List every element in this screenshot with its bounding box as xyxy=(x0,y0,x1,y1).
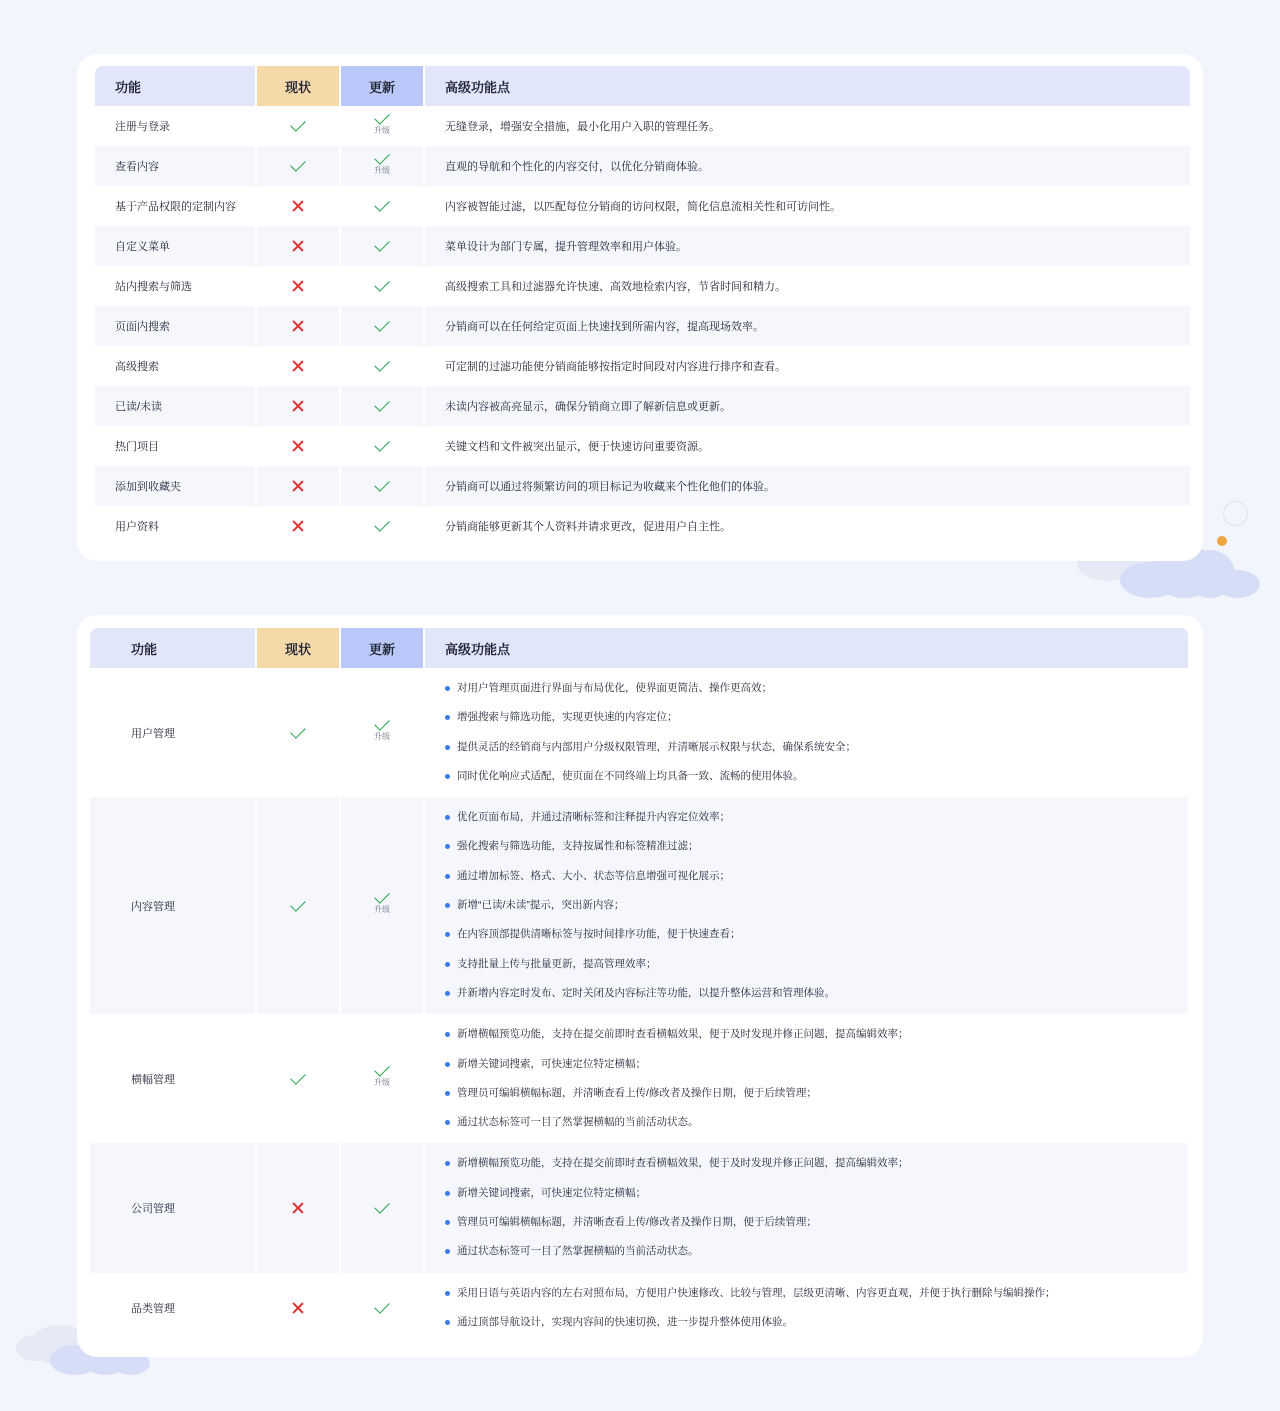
list-item: 管理员可编辑横幅标题，并清晰查看上传/修改者及操作日期，便于后续管理； xyxy=(445,1079,1188,1108)
update-status-cell xyxy=(341,346,423,386)
table-row xyxy=(95,186,1190,226)
upgrade-label: 升级 xyxy=(374,125,390,135)
bullet-list xyxy=(445,1149,1188,1266)
update-status-cell xyxy=(341,226,423,266)
current-status-cell xyxy=(257,1273,339,1344)
feature-description xyxy=(425,1273,1188,1344)
current-status-cell xyxy=(257,186,339,226)
feature-name: 用户资料 xyxy=(115,521,159,533)
list-item: 并新增内容定时发布、定时关闭及内容标注等功能，以提升整体运营和管理体验。 xyxy=(445,979,1188,1008)
list-item: 增强搜索与筛选功能，实现更快速的内容定位； xyxy=(445,703,1188,732)
feature-description: 关键文档和文件被突出显示，便于快速访问重要资源。 xyxy=(445,441,709,453)
current-status-cell xyxy=(257,226,339,266)
current-status-cell xyxy=(257,386,339,426)
cross-icon xyxy=(292,360,304,372)
feature-description: 未读内容被高亮显示，确保分销商立即了解新信息或更新。 xyxy=(445,401,731,413)
check-icon xyxy=(374,715,390,731)
table-row xyxy=(95,226,1190,266)
table-row xyxy=(90,797,1188,1014)
update-status-cell xyxy=(341,306,423,346)
list-item: 通过增加标签、格式、大小、状态等信息增强可视化展示； xyxy=(445,862,1188,891)
current-status-cell xyxy=(257,1143,339,1272)
table-header xyxy=(90,628,1188,668)
update-status-cell xyxy=(341,106,423,146)
header-advanced: 高级功能点 xyxy=(425,66,1190,106)
feature-description: 分销商能够更新其个人资料并请求更改，促进用户自主性。 xyxy=(445,521,731,533)
current-status-cell xyxy=(257,146,339,186)
current-status-cell xyxy=(257,426,339,466)
check-icon xyxy=(374,276,390,292)
current-status-cell xyxy=(257,306,339,346)
header-advanced: 高级功能点 xyxy=(425,628,1188,668)
cross-icon xyxy=(292,280,304,292)
list-item: 新增关键词搜索，可快速定位特定横幅； xyxy=(445,1050,1188,1079)
update-status-cell xyxy=(341,426,423,466)
feature-name: 高级搜索 xyxy=(115,361,159,373)
check-icon xyxy=(290,156,306,172)
bullet-list xyxy=(445,1020,1188,1137)
list-item: 强化搜索与筛选功能，支持按属性和标签精准过滤； xyxy=(445,832,1188,861)
feature-comparison-table xyxy=(95,66,1190,546)
feature-description: 直观的导航和个性化的内容交付，以优化分销商体验。 xyxy=(445,161,709,173)
feature-name: 页面内搜索 xyxy=(115,321,170,333)
list-item: 新增横幅预览功能，支持在提交前即时查看横幅效果，便于及时发现并修正问题，提高编辑效率； xyxy=(445,1020,1188,1049)
cross-icon xyxy=(292,1302,304,1314)
update-status-cell xyxy=(341,506,423,546)
feature-description: 无缝登录，增强安全措施，最小化用户入职的管理任务。 xyxy=(445,121,720,133)
list-item: 通过顶部导航设计，实现内容间的快速切换，进一步提升整体使用体验。 xyxy=(445,1308,1188,1337)
feature-name: 基于产品权限的定制内容 xyxy=(115,201,236,213)
table-row xyxy=(90,668,1188,797)
check-icon xyxy=(374,1298,390,1314)
feature-name: 查看内容 xyxy=(115,161,159,173)
feature-name: 添加到收藏夹 xyxy=(115,481,181,493)
list-item: 通过状态标签可一目了然掌握横幅的当前活动状态。 xyxy=(445,1237,1188,1266)
feature-description: 可定制的过滤功能使分销商能够按指定时间段对内容进行排序和查看。 xyxy=(445,361,786,373)
update-status-cell xyxy=(341,266,423,306)
upgrade-label: 升级 xyxy=(374,1078,390,1088)
header-current: 现状 xyxy=(257,628,339,668)
table-header xyxy=(95,66,1190,106)
bullet-list xyxy=(445,674,1188,791)
feature-name: 用户管理 xyxy=(131,727,175,740)
cross-icon xyxy=(292,400,304,412)
current-status-cell xyxy=(257,1014,339,1143)
check-icon xyxy=(374,888,390,904)
list-item: 新增横幅预览功能，支持在提交前即时查看横幅效果，便于及时发现并修正问题，提高编辑效率； xyxy=(445,1149,1188,1178)
check-icon xyxy=(374,516,390,532)
list-item: 对用户管理页面进行界面与布局优化，使界面更简洁、操作更高效； xyxy=(445,674,1188,703)
feature-comparison-card xyxy=(77,54,1203,561)
cross-icon xyxy=(292,520,304,532)
feature-name: 内容管理 xyxy=(131,900,175,913)
feature-description xyxy=(425,1014,1188,1143)
orange-dot-decoration xyxy=(1217,536,1227,546)
cross-icon xyxy=(292,240,304,252)
check-icon xyxy=(374,476,390,492)
check-icon xyxy=(374,316,390,332)
header-feature: 功能 xyxy=(90,628,255,668)
table-row xyxy=(95,346,1190,386)
current-status-cell xyxy=(257,266,339,306)
header-feature: 功能 xyxy=(95,66,255,106)
current-status-cell xyxy=(257,346,339,386)
update-status-cell xyxy=(341,386,423,426)
list-item: 提供灵活的经销商与内部用户分级权限管理，并清晰展示权限与状态，确保系统安全； xyxy=(445,733,1188,762)
current-status-cell xyxy=(257,466,339,506)
update-status-cell xyxy=(341,1014,423,1143)
update-status-cell xyxy=(341,466,423,506)
upgrade-label: 升级 xyxy=(374,732,390,742)
header-current: 现状 xyxy=(257,66,339,106)
check-icon xyxy=(374,1198,390,1214)
table-row xyxy=(90,1143,1188,1272)
cross-icon xyxy=(292,480,304,492)
list-item: 支持批量上传与批量更新，提高管理效率； xyxy=(445,950,1188,979)
header-update: 更新 xyxy=(341,628,423,668)
check-icon xyxy=(374,149,390,165)
cross-icon xyxy=(292,440,304,452)
feature-description: 菜单设计为部门专属，提升管理效率和用户体验。 xyxy=(445,241,687,253)
table-row xyxy=(90,1014,1188,1143)
list-item: 在内容顶部提供清晰标签与按时间排序功能，便于快速查看； xyxy=(445,920,1188,949)
feature-name: 横幅管理 xyxy=(131,1073,175,1086)
table-row xyxy=(95,266,1190,306)
check-icon xyxy=(374,356,390,372)
table-row xyxy=(95,386,1190,426)
bullet-list xyxy=(445,1279,1188,1338)
feature-name: 热门项目 xyxy=(115,441,159,453)
table-row xyxy=(95,146,1190,186)
bullet-list xyxy=(445,803,1188,1008)
feature-description: 高级搜索工具和过滤器允许快速、高效地检索内容，节省时间和精力。 xyxy=(445,281,786,293)
feature-name: 注册与登录 xyxy=(115,121,170,133)
table-row xyxy=(95,426,1190,466)
check-icon xyxy=(290,116,306,132)
check-icon xyxy=(374,109,390,125)
current-status-cell xyxy=(257,797,339,1014)
update-status-cell xyxy=(341,668,423,797)
update-status-cell xyxy=(341,186,423,226)
list-item: 采用日语与英语内容的左右对照布局，方便用户快速修改、比较与管理，层级更清晰、内容更直观，并便于执行删除与编辑操作； xyxy=(445,1279,1188,1308)
management-features-table xyxy=(90,628,1188,1343)
management-features-card xyxy=(77,615,1203,1357)
check-icon xyxy=(290,1069,306,1085)
check-icon xyxy=(290,723,306,739)
list-item: 同时优化响应式适配，使页面在不同终端上均具备一致、流畅的使用体验。 xyxy=(445,762,1188,791)
table-row xyxy=(90,1273,1188,1344)
feature-description xyxy=(425,668,1188,797)
feature-name: 自定义菜单 xyxy=(115,241,170,253)
check-icon xyxy=(374,196,390,212)
feature-description xyxy=(425,1143,1188,1272)
cross-icon xyxy=(292,1202,304,1214)
check-icon xyxy=(374,1062,390,1078)
cross-icon xyxy=(292,200,304,212)
feature-description: 分销商可以通过将频繁访问的项目标记为收藏来个性化他们的体验。 xyxy=(445,481,775,493)
check-icon xyxy=(374,396,390,412)
update-status-cell xyxy=(341,146,423,186)
check-icon xyxy=(290,896,306,912)
current-status-cell xyxy=(257,506,339,546)
table-row xyxy=(95,466,1190,506)
feature-name: 站内搜索与筛选 xyxy=(115,281,192,293)
feature-name: 品类管理 xyxy=(131,1302,175,1315)
update-status-cell xyxy=(341,797,423,1014)
table-row xyxy=(95,106,1190,146)
list-item: 通过状态标签可一目了然掌握横幅的当前活动状态。 xyxy=(445,1108,1188,1137)
feature-description: 分销商可以在任何给定页面上快速找到所需内容，提高现场效率。 xyxy=(445,321,764,333)
check-icon xyxy=(374,236,390,252)
current-status-cell xyxy=(257,668,339,797)
feature-description: 内容被智能过滤，以匹配每位分销商的访问权限，简化信息流相关性和可访问性。 xyxy=(445,201,841,213)
list-item: 新增关键词搜索，可快速定位特定横幅； xyxy=(445,1179,1188,1208)
update-status-cell xyxy=(341,1143,423,1272)
check-icon xyxy=(374,436,390,452)
circle-decoration xyxy=(1223,501,1248,526)
feature-name: 公司管理 xyxy=(131,1203,175,1216)
upgrade-label: 升级 xyxy=(374,165,390,175)
list-item: 新增“已读/未读”提示，突出新内容； xyxy=(445,891,1188,920)
update-status-cell xyxy=(341,1273,423,1344)
header-update: 更新 xyxy=(341,66,423,106)
upgrade-label: 升级 xyxy=(374,905,390,915)
feature-name: 已读/未读 xyxy=(115,401,163,413)
table-row xyxy=(95,506,1190,546)
current-status-cell xyxy=(257,106,339,146)
list-item: 优化页面布局，并通过清晰标签和注释提升内容定位效率； xyxy=(445,803,1188,832)
cross-icon xyxy=(292,320,304,332)
feature-description xyxy=(425,797,1188,1014)
table-row xyxy=(95,306,1190,346)
list-item: 管理员可编辑横幅标题，并清晰查看上传/修改者及操作日期，便于后续管理； xyxy=(445,1208,1188,1237)
